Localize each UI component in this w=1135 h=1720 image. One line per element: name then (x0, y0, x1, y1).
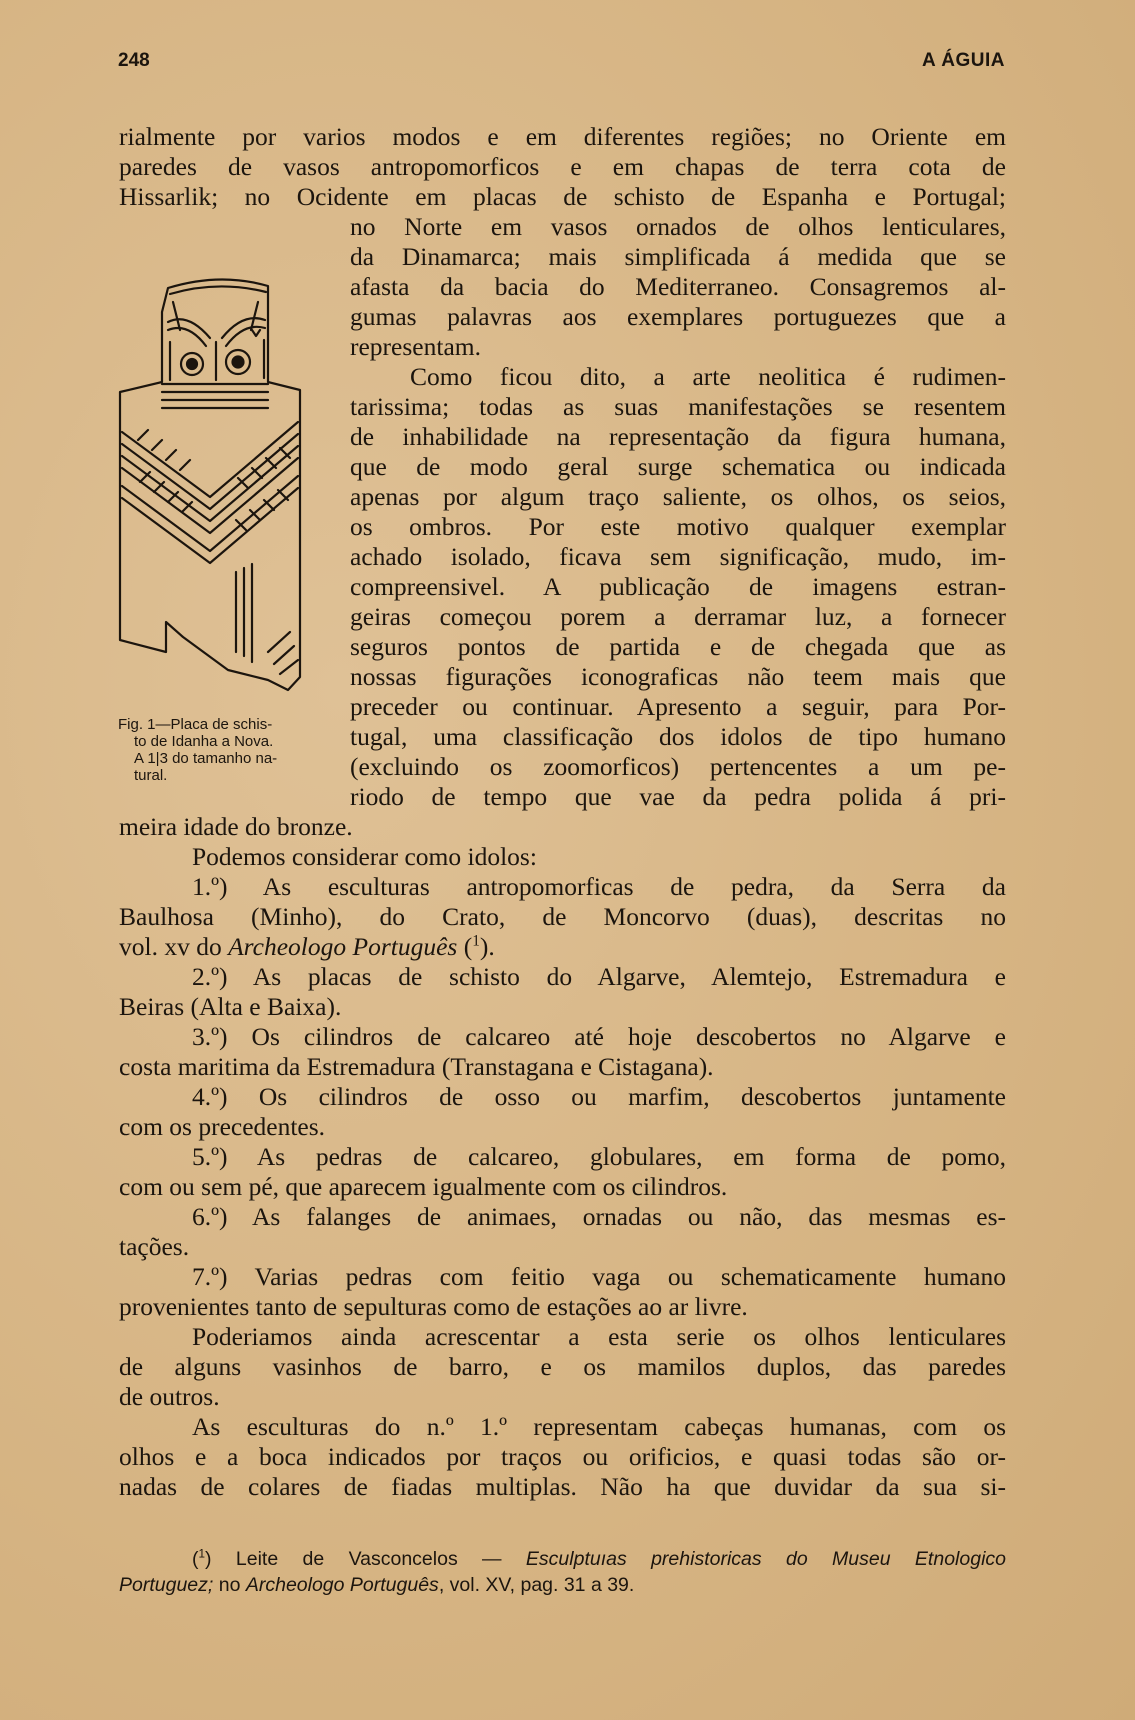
text-line: 5.º) As pedras de calcareo, globulares, em forma de pomo, (192, 1142, 1006, 1171)
text-line: afasta da bacia do Mediterraneo. Consagremos al- (350, 272, 1006, 301)
text-line: preceder ou continuar. Apresento a seguir, para Por- (350, 692, 1006, 721)
text-line: paredes de vasos antropomorficos e em chapas de terra cota de (119, 152, 1006, 181)
text-line: meira idade do bronze. (119, 812, 353, 841)
text-span: ( (457, 932, 473, 961)
text-line (119, 932, 1006, 962)
footnote-line: ($^1$) Leite de Vasconcelos — Esculptuıas prehistoricas do Museu Etnologico (192, 1547, 1006, 1570)
text-line: da Dinamarca; mais simplificada á medida que se (350, 242, 1006, 271)
text-line: Baulhosa (Minho), do Crato, de Moncorvo (duas), descritas no (119, 902, 1006, 931)
page-number: 248 (118, 50, 150, 71)
text-span: vol. xv do (119, 932, 229, 961)
text-line: no Norte em vasos ornados de olhos lenticulares, (350, 212, 1006, 241)
journal-title: Archeologo Português (228, 932, 458, 961)
footnote-mark: 1 (198, 1547, 206, 1561)
text-line: 1.º) As esculturas antropomorficas de pedra, da Serra da (192, 872, 1006, 901)
text-line: seguros pontos de partida e de chegada que as (350, 632, 1006, 661)
running-title: A ÁGUIA (921, 50, 1005, 71)
footnote-work-title-end: Portuguez; (119, 1574, 214, 1596)
footnote-reference: 1 (472, 932, 480, 950)
footnote-author: Leite de Vasconcelos — (211, 1548, 526, 1570)
text-line: 2.º) As placas de schisto do Algarve, Alemtejo, Estremadura e (192, 962, 1006, 991)
caption-line: to de Idanha a Nova. (134, 733, 274, 750)
text-line: provenientes tanto de sepulturas como de estações ao ar livre. (119, 1292, 748, 1321)
text-line: 7.º) Varias pedras com feitio vaga ou schematicamente humano (192, 1262, 1006, 1291)
text-line: com os precedentes. (119, 1112, 326, 1141)
running-header (118, 50, 1005, 80)
figure-caption (118, 716, 328, 784)
text-span: ). (479, 932, 495, 961)
text-span: no (213, 1574, 246, 1596)
text-line: que de modo geral surge schematica ou indicada (350, 452, 1006, 481)
text-line: compreensivel. A publicação de imagens estran- (350, 572, 1006, 601)
text-line: Beiras (Alta e Baixa). (119, 992, 342, 1021)
text-line: nossas figurações iconograficas não teem mais que (350, 662, 1006, 691)
text-line: 3.º) Os cilindros de calcareo até hoje descobertos no Algarve e (192, 1022, 1006, 1051)
text-line: de alguns vasinhos de barro, e os mamilos duplos, das paredes (119, 1352, 1006, 1381)
text-line: gumas palavras aos exemplares portuguezes que a (350, 302, 1006, 331)
text-line: Hissarlik; no Ocidente em placas de schisto de Espanha e Portugal; (119, 182, 1006, 211)
text-line: tarissima; todas as suas manifestações se resentem (350, 392, 1006, 421)
footnote-pages: , vol. XV, pag. 31 a 39. (438, 1574, 635, 1596)
caption-line: tural. (134, 767, 168, 784)
text-line: costa maritima da Estremadura (Transtagana e Cistagana). (119, 1052, 714, 1081)
text-line: 4.º) Os cilindros de osso ou marfim, descobertos juntamente (192, 1082, 1006, 1111)
text-line: geiras começou porem a derramar luz, a fornecer (350, 602, 1006, 631)
caption-line: Fig. 1—Placa de schis- (118, 716, 273, 733)
text-line: olhos e a boca indicados por traços ou orificios, e quasi todas são or- (119, 1442, 1006, 1471)
text-line: (excluindo os zoomorficos) pertencentes a um pe- (350, 752, 1006, 781)
caption-line: A 1|3 do tamanho na- (134, 750, 278, 767)
text-line: de outros. (119, 1382, 220, 1411)
text-line: achado isolado, ficava sem significação, mudo, im- (350, 542, 1006, 571)
text-line: Poderiamos ainda acrescentar a esta serie os olhos lenticulares (192, 1322, 1006, 1351)
text-line: tugal, uma classificação dos idolos de tipo humano (350, 722, 1006, 751)
schist-plaque-figure (118, 272, 323, 704)
text-line: nadas de colares de fiadas multiplas. Não ha que duvidar da sua si- (119, 1472, 1006, 1501)
text-line: representam. (350, 332, 481, 361)
text-line: apenas por algum traço saliente, os olhos, os seios, (350, 482, 1006, 511)
footnote-line (119, 1572, 634, 1598)
text-line: riodo de tempo que vae da pedra polida á pri- (350, 782, 1006, 811)
text-line: Como ficou dito, a arte neolitica é rudimen- (410, 362, 1006, 391)
text-line: os ombros. Por este motivo qualquer exemplar (350, 512, 1006, 541)
text-line: As esculturas do n.º 1.º representam cabeças humanas, com os (192, 1412, 1006, 1441)
footnote-journal: Archeologo Português (245, 1574, 439, 1596)
footnote-work-title: Esculptuıas prehistoricas do Museu Etnologico (525, 1548, 1006, 1570)
text-line: rialmente por varios modos e em diferentes regiões; no Oriente em (119, 122, 1006, 151)
text-line: de inhabilidade na representação da figura humana, (350, 422, 1006, 451)
text-line: tações. (119, 1232, 190, 1261)
text-line: com ou sem pé, que aparecem igualmente com os cilindros. (119, 1172, 728, 1201)
text-line: Podemos considerar como idolos: (192, 842, 537, 871)
text-line: 6.º) As falanges de animaes, ornadas ou não, das mesmas es- (192, 1202, 1006, 1231)
